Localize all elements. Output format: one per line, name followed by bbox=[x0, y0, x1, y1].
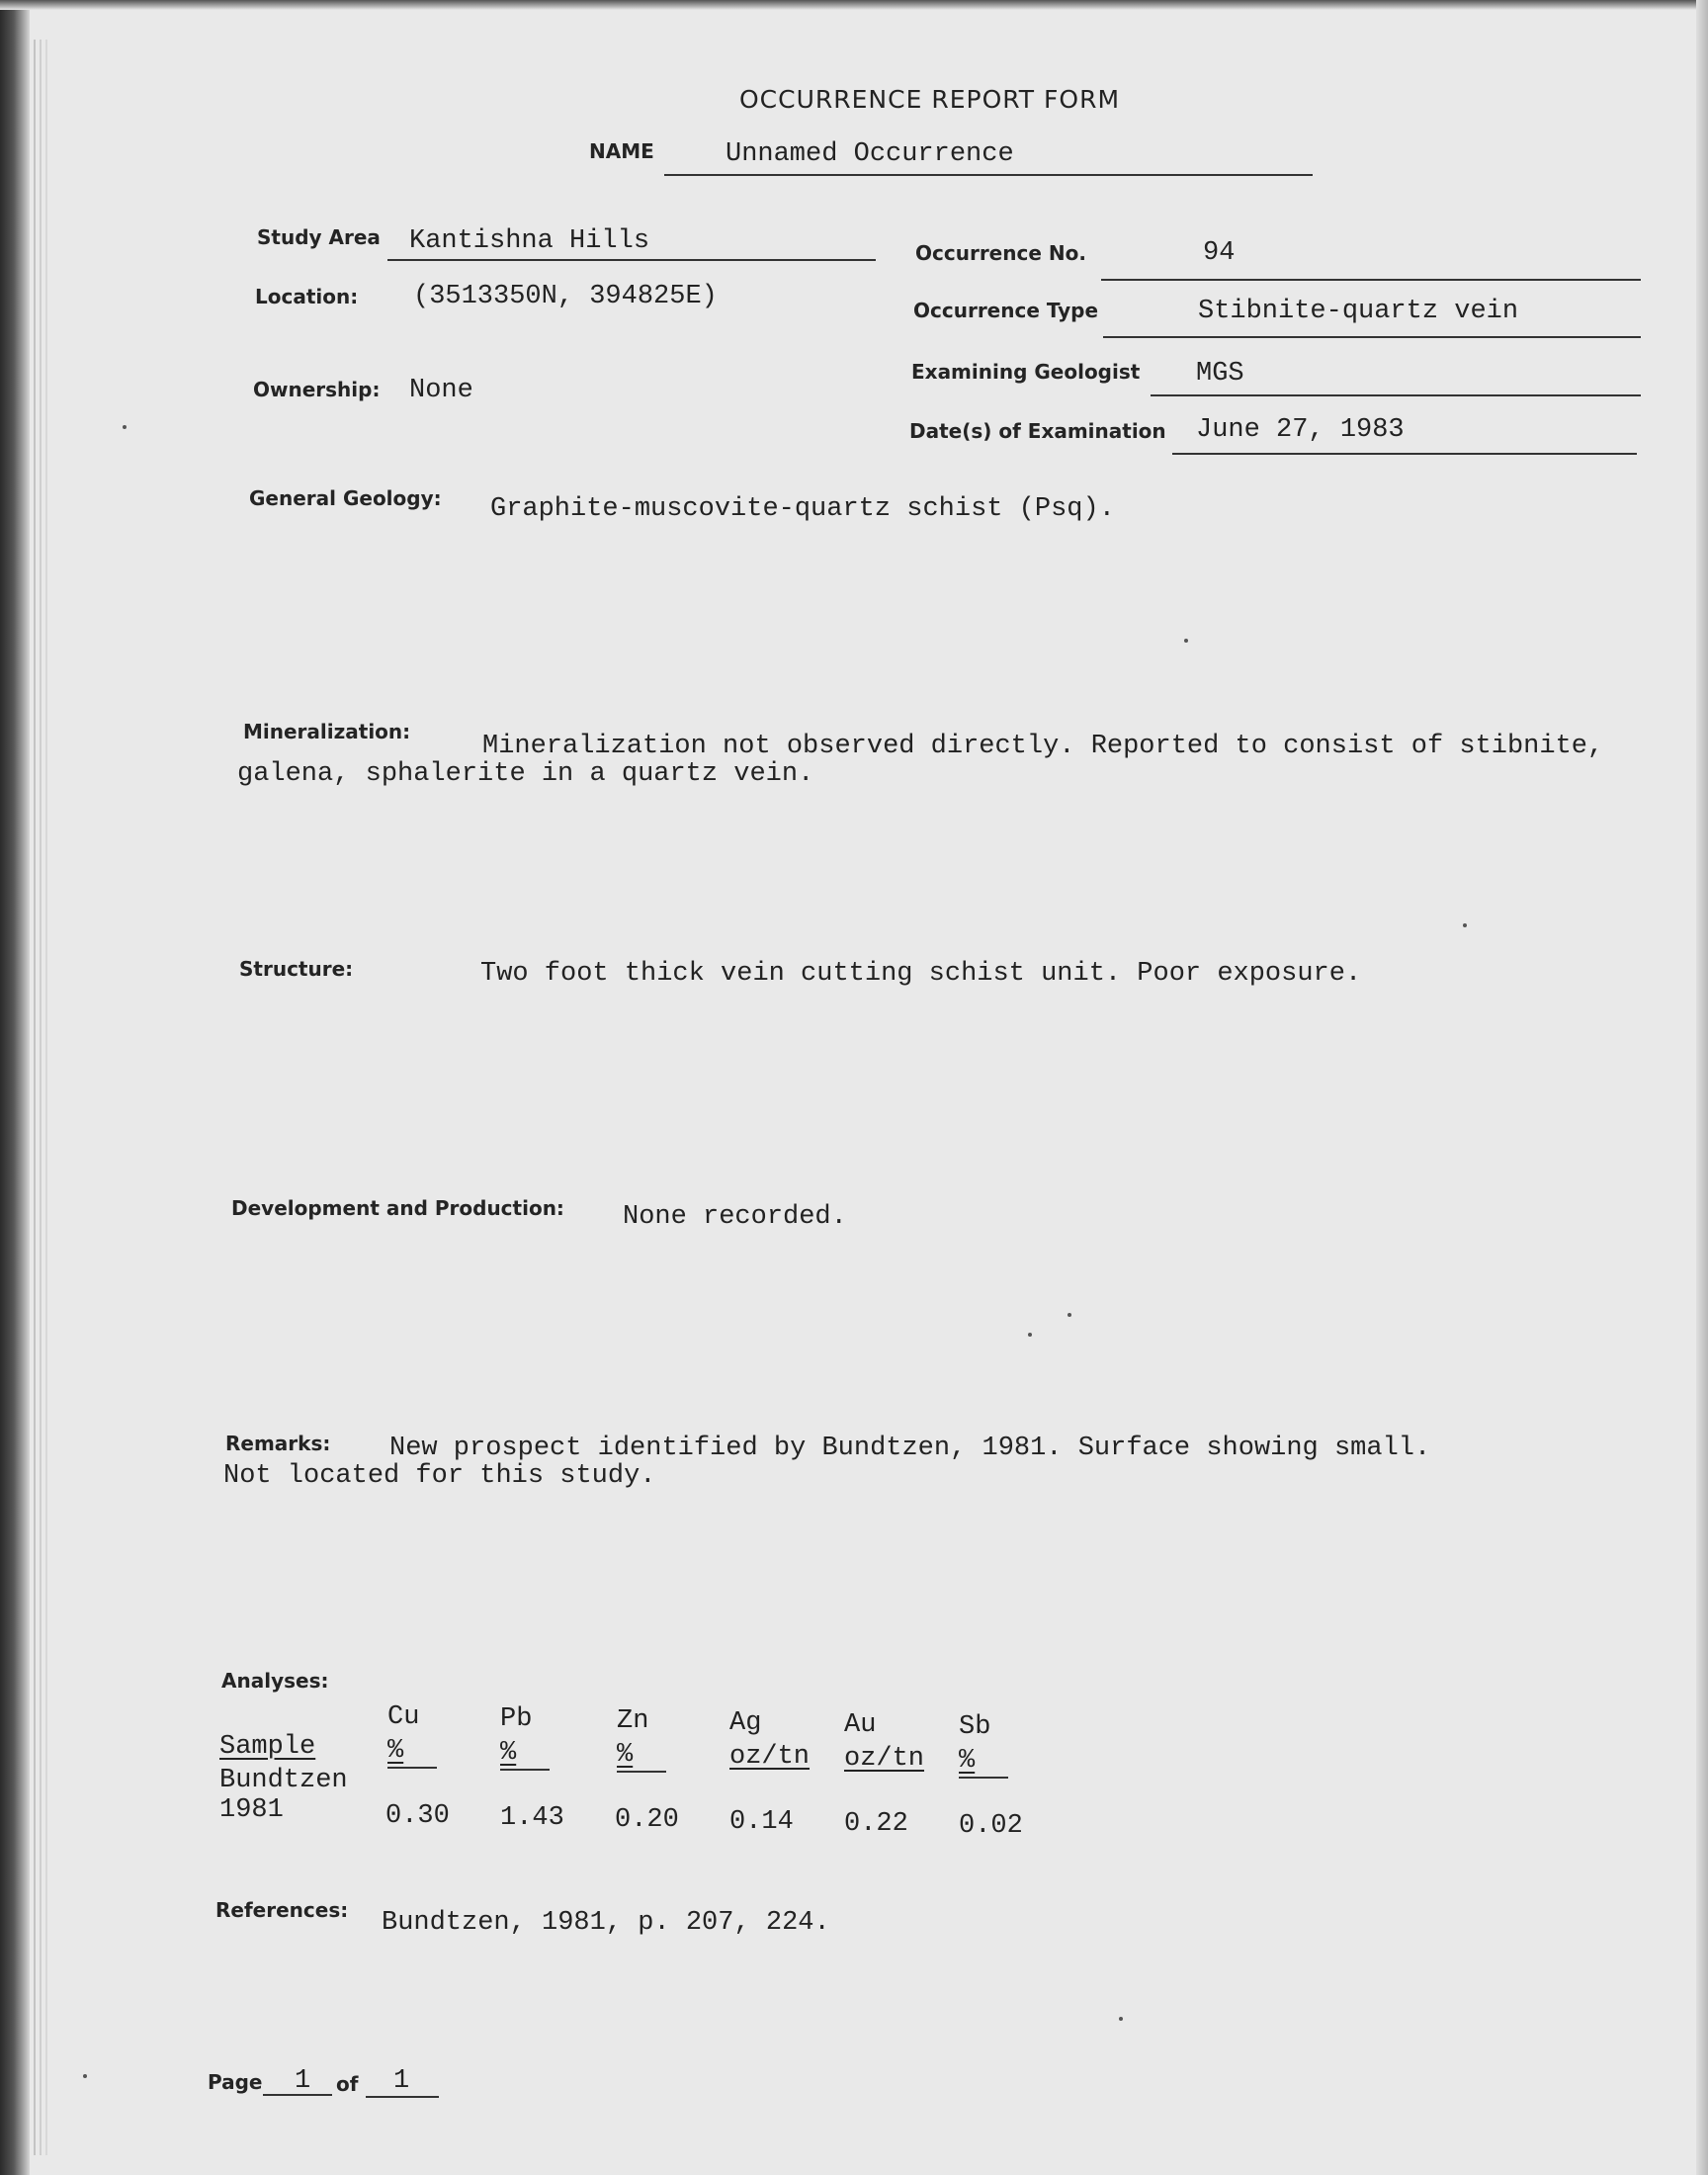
value-sb: 0.02 bbox=[959, 1811, 1023, 1841]
scan-speck bbox=[1119, 2017, 1123, 2021]
scan-speck bbox=[123, 425, 127, 429]
page-stack-shadow bbox=[0, 0, 30, 2175]
page-number: 1 bbox=[295, 2066, 311, 2096]
general-geology-label: General Geology: bbox=[249, 486, 442, 510]
column-element-cu: Cu bbox=[387, 1702, 420, 1732]
mineralization-text-line1: Mineralization not observed directly. Reported to consist of stibnite, bbox=[482, 732, 1604, 761]
occurrence-no-value: 94 bbox=[1203, 238, 1236, 268]
references-label: References: bbox=[215, 1898, 349, 1922]
page-edge-line bbox=[40, 40, 42, 2155]
exam-date-value: June 27, 1983 bbox=[1196, 415, 1405, 445]
column-underline bbox=[959, 1777, 1008, 1779]
column-unit-ag: oz/tn bbox=[729, 1742, 811, 1772]
structure-text: Two foot thick vein cutting schist unit. Poor exposure. bbox=[480, 959, 1362, 989]
references-text: Bundtzen, 1981, p. 207, 224. bbox=[382, 1908, 830, 1938]
location-label: Location: bbox=[255, 285, 359, 308]
column-unit-au: oz/tn bbox=[844, 1744, 925, 1774]
column-unit-pb: % bbox=[500, 1738, 517, 1768]
name-label: NAME bbox=[589, 139, 654, 163]
page-total-underline bbox=[366, 2096, 439, 2098]
column-element-pb: Pb bbox=[500, 1704, 533, 1734]
scan-speck bbox=[1068, 1313, 1071, 1317]
geologist-value: MGS bbox=[1196, 359, 1244, 389]
analyses-label: Analyses: bbox=[221, 1669, 329, 1693]
column-underline bbox=[500, 1769, 550, 1771]
development-label: Development and Production: bbox=[231, 1196, 564, 1220]
remarks-text-line2: Not located for this study. bbox=[223, 1461, 656, 1491]
sample-header: Sample bbox=[219, 1732, 316, 1762]
occurrence-type-value: Stibnite-quartz vein bbox=[1198, 297, 1519, 326]
occurrence-type-label: Occurrence Type bbox=[913, 299, 1099, 322]
column-element-au: Au bbox=[844, 1710, 877, 1740]
scan-speck bbox=[1028, 1333, 1032, 1337]
occurrence-no-underline bbox=[1101, 279, 1641, 281]
name-underline bbox=[664, 174, 1313, 176]
development-text: None recorded. bbox=[623, 1202, 847, 1232]
occurrence-no-label: Occurrence No. bbox=[915, 241, 1086, 265]
column-element-ag: Ag bbox=[729, 1708, 762, 1738]
value-zn: 0.20 bbox=[615, 1805, 679, 1835]
page-label: Page bbox=[208, 2070, 263, 2094]
scan-speck bbox=[1184, 639, 1188, 643]
exam-date-underline bbox=[1172, 453, 1637, 455]
scan-speck bbox=[83, 2074, 87, 2078]
value-ag: 0.14 bbox=[729, 1807, 794, 1837]
study-area-value: Kantishna Hills bbox=[409, 226, 650, 256]
value-cu: 0.30 bbox=[385, 1801, 450, 1831]
value-au: 0.22 bbox=[844, 1809, 908, 1839]
column-unit-zn: % bbox=[617, 1740, 634, 1770]
ownership-label: Ownership: bbox=[253, 378, 381, 401]
of-label: of bbox=[336, 2072, 359, 2096]
occurrence-type-underline bbox=[1103, 336, 1641, 338]
column-unit-cu: % bbox=[387, 1736, 404, 1766]
mineralization-label: Mineralization: bbox=[243, 720, 411, 743]
structure-label: Structure: bbox=[239, 957, 354, 981]
study-area-underline bbox=[387, 259, 876, 261]
value-pb: 1.43 bbox=[500, 1803, 564, 1833]
general-geology-text: Graphite-muscovite-quartz schist (Psq). bbox=[490, 494, 1115, 524]
sample-name-line2: 1981 bbox=[219, 1795, 284, 1825]
scan-speck bbox=[1463, 923, 1467, 927]
name-value: Unnamed Occurrence bbox=[726, 139, 1014, 169]
form-title: OCCURRENCE REPORT FORM bbox=[739, 85, 1121, 114]
ownership-value: None bbox=[409, 376, 473, 405]
top-scan-edge bbox=[0, 0, 1708, 10]
geologist-underline bbox=[1151, 394, 1641, 396]
remarks-text-line1: New prospect identified by Bundtzen, 1981. Surface showing small. bbox=[389, 1434, 1431, 1463]
mineralization-text-line2: galena, sphalerite in a quartz vein. bbox=[237, 759, 814, 789]
column-unit-sb: % bbox=[959, 1746, 976, 1776]
column-underline bbox=[387, 1767, 437, 1769]
page-edge-line bbox=[34, 40, 36, 2155]
right-scan-edge bbox=[1696, 0, 1708, 2175]
geologist-label: Examining Geologist bbox=[911, 360, 1141, 384]
study-area-label: Study Area bbox=[257, 225, 381, 249]
remarks-label: Remarks: bbox=[225, 1432, 331, 1455]
location-value: (3513350N, 394825E) bbox=[413, 282, 718, 311]
column-underline bbox=[617, 1771, 666, 1773]
sample-name-line1: Bundtzen bbox=[219, 1766, 348, 1795]
page-edge-line bbox=[45, 40, 47, 2155]
column-element-zn: Zn bbox=[617, 1706, 649, 1736]
column-element-sb: Sb bbox=[959, 1712, 991, 1742]
page-total: 1 bbox=[393, 2066, 410, 2096]
exam-date-label: Date(s) of Examination bbox=[909, 419, 1166, 443]
